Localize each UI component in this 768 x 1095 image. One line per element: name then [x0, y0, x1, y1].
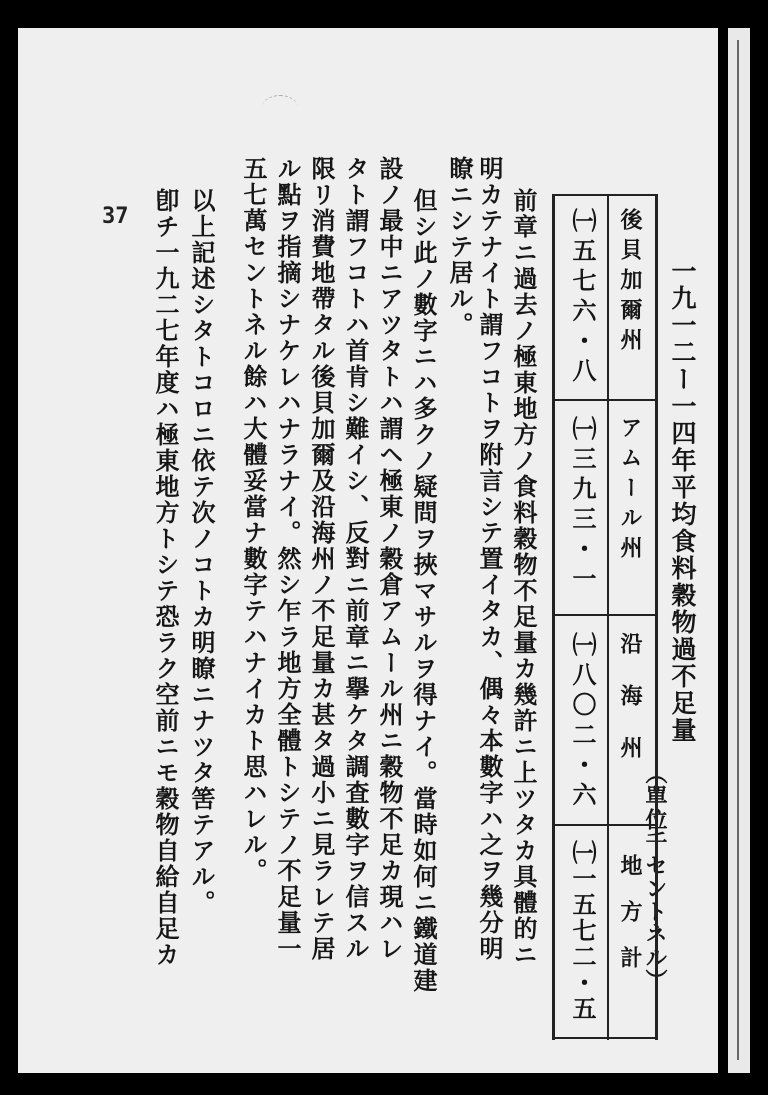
table-value: ㈠一五七二・五 [568, 840, 597, 1022]
body-line: 明カテナイト謂フコトヲ附言シテ置イタカ、偶々本數字ハ之ヲ幾分明 [475, 156, 504, 962]
table-header: アムール州 [617, 416, 643, 566]
table-unit: （單位千セントネル） [642, 762, 668, 992]
table-rule [555, 614, 655, 616]
table-value: ㈠三九三・一 [568, 416, 597, 596]
table-value: ㈠五七六・八 [568, 208, 597, 388]
adjacent-page-edge [728, 28, 750, 1073]
table-rule [555, 1037, 655, 1039]
table-divider [607, 194, 609, 1040]
body-line: 瞭ニシテ居ル。 [445, 156, 474, 338]
body-line: 以上記述シタトコロニ依テ次ノコトカ明瞭ニナツタ筈テアル。 [187, 188, 216, 916]
body-line: 卽チ一九二七年度ハ極東地方トシテ恐ラク空前ニモ穀物自給自足カ [151, 188, 180, 968]
body-line: 前章ニ過去ノ極東地方ノ食料穀物不足量カ幾許ニ上ツタカ具體的ニ [509, 188, 538, 968]
body-line: 設ノ最中ニアツタトハ謂ヘ極東ノ穀倉アムール州ニ穀物不足カ現ハレ [375, 156, 404, 962]
body-line: 五七萬セントネル餘ハ大體妥當ナ數字テハナイカト思ハレル。 [239, 156, 268, 884]
grain-table [552, 194, 658, 1040]
body-line: 但シ此ノ數字ニハ多クノ疑問ヲ挾マサルヲ得ナイ。當時如何ニ鐵道建 [409, 188, 438, 994]
table-header: 地方計 [617, 854, 643, 992]
table-rule [555, 194, 655, 196]
body-line: ル點ヲ指摘シナケレハナラナイ。然シ乍ラ地方全體トシテノ不足量一 [273, 156, 302, 962]
paper-smudge [262, 95, 298, 120]
table-value: ㈠八〇二・六 [568, 632, 597, 812]
table-title: 一九一二ー一四年平均食料穀物過不足量 [668, 258, 697, 744]
table-header: 後貝加爾州 [617, 208, 643, 358]
table-rule [555, 824, 655, 826]
page-edge-line [737, 40, 739, 1060]
table-rule [555, 399, 655, 401]
body-line: 限リ消費地帶タル後貝加爾及沿海州ノ不足量カ甚タ過小ニ見ラレテ居 [307, 156, 336, 962]
body-line: タト謂フコトハ首肯シ難イシ、反對ニ前章ニ擧ケタ調査數字ヲ信スル [341, 156, 370, 962]
table-header: 沿海州 [617, 632, 643, 788]
page-number: 37 [102, 204, 129, 229]
